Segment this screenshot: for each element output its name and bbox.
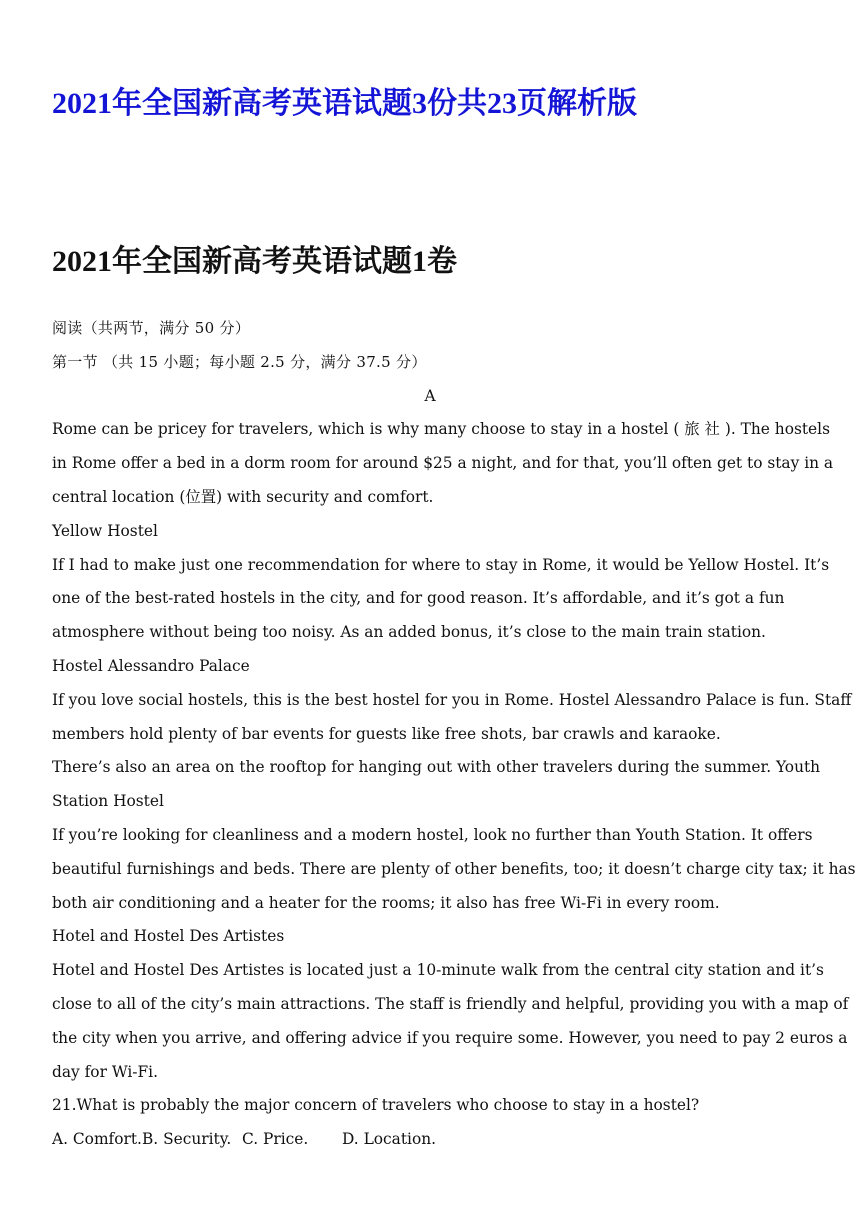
part-one-header: 第一节 （共 15 小题；每小题 2.5 分，满分 37.5 分） [52,352,427,371]
option-a: A. Comfort. [52,1130,142,1149]
passage-line: If you love social hostels, this is the best hostel for you in Rome. Hostel Alessandro Palace is fun. Staff [52,690,852,709]
passage-line: close to all of the city’s main attractions. The staff is friendly and helpful, providing you with a map of [52,994,849,1013]
passage-line: both air conditioning and a heater for the rooms; it also has free Wi-Fi in every room. [52,893,720,912]
question-options [52,1123,812,1157]
passage-line: There’s also an area on the rooftop for hanging out with other travelers during the summer. Youth [52,758,821,777]
passage-label: A [424,386,436,405]
passage-line: members hold plenty of bar events for guests like free shots, bar crawls and karaoke. [52,724,721,743]
hostel-heading-yellow: Yellow Hostel [52,521,158,540]
question-stem: 21.What is probably the major concern of travelers who choose to stay in a hostel? [52,1096,700,1115]
passage-line: day for Wi-Fi. [52,1062,158,1081]
passage-line: one of the best-rated hostels in the city, and for good reason. It’s affordable, and it’s got a fun [52,589,785,608]
passage-line: atmosphere without being too noisy. As an added bonus, it’s close to the main train station. [52,623,766,642]
passage-line: Hotel and Hostel Des Artistes is located just a 10-minute walk from the central city station and it’s [52,961,824,980]
passage-line: Rome can be pricey for travelers, which is why many choose to stay in a hostel ( 旅 社 ). The hostels [52,420,830,439]
exam-section-title: 2021年全国新高考英语试题1卷 [52,245,457,278]
passage-line: central location (位置) with security and comfort. [52,487,434,506]
document-body [52,312,856,1157]
passage-line: the city when you arrive, and offering advice if you require some. However, you need to pay 2 euros a [52,1028,848,1047]
passage-line: If you’re looking for cleanliness and a modern hostel, look no further than Youth Station. It offers [52,825,813,844]
passage-line: in Rome offer a bed in a dorm room for around $25 a night, and for that, you’ll often get to stay in a [52,454,834,473]
option-c: C. Price. [242,1130,309,1149]
reading-header: 阅读（共两节，满分 50 分） [52,319,251,337]
document-main-title: 2021年全国新高考英语试题3份共23页解析版 [52,87,637,120]
hostel-heading-des-artistes: Hotel and Hostel Des Artistes [52,927,285,946]
option-b: B. Security. [142,1130,232,1149]
hostel-heading-alessandro: Hostel Alessandro Palace [52,656,250,675]
passage-line: beautiful furnishings and beds. There are plenty of other benefits, too; it doesn’t charge city tax; it has [52,859,856,878]
passage-line: If I had to make just one recommendation for where to stay in Rome, it would be Yellow Hostel. It’s [52,555,830,574]
hostel-heading-youth-station: Station Hostel [52,792,164,811]
option-d: D. Location. [342,1130,437,1149]
